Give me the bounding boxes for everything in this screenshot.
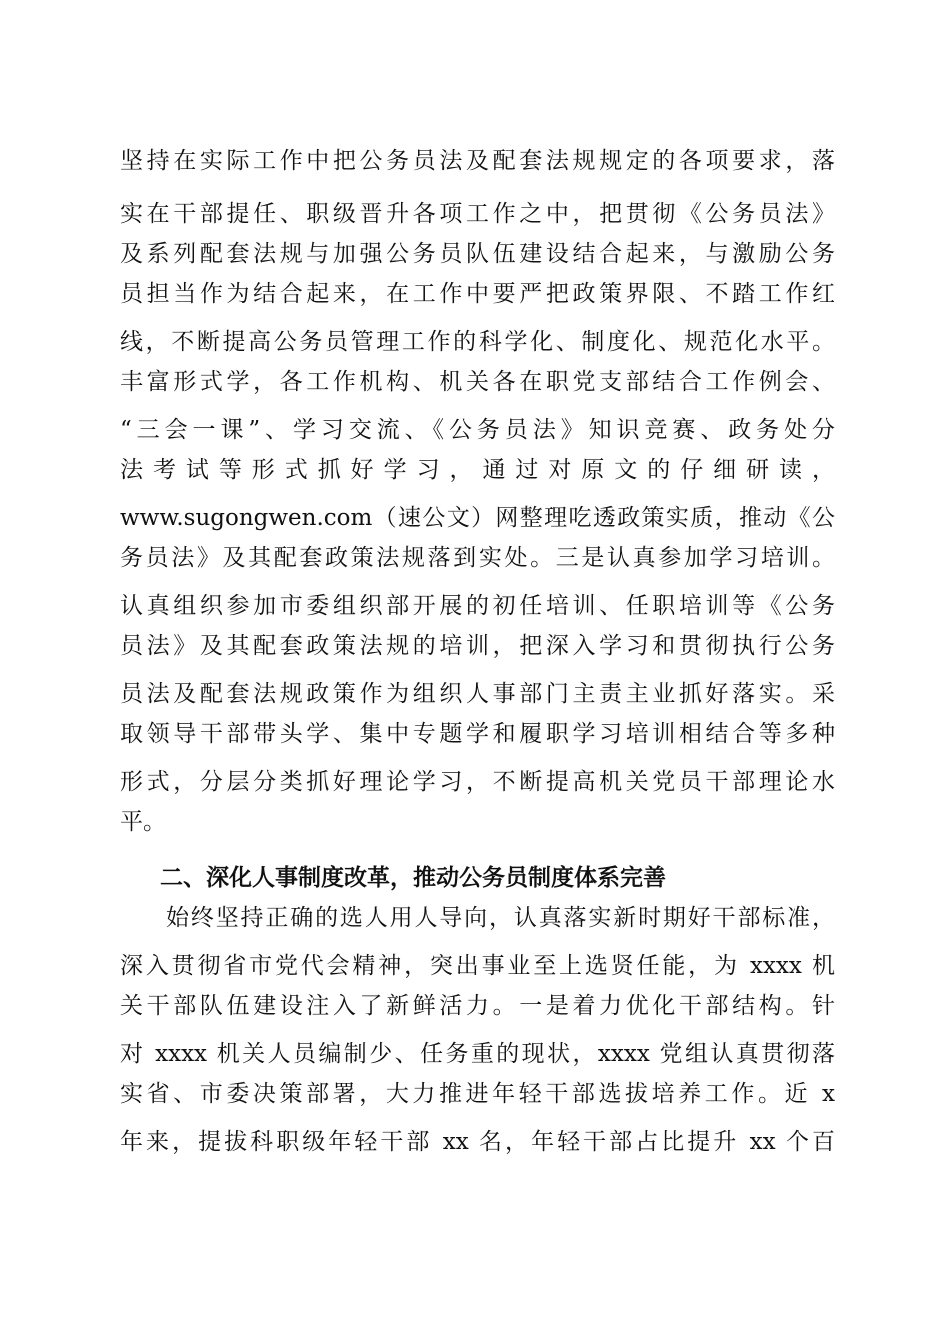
paragraph-line: 对 xxxx 机关人员编制少、任务重的现状，xxxx 党组认真贯彻落 [120, 1041, 835, 1067]
paragraph-line: 关干部队伍建设注入了新鲜活力。一是着力优化干部结构。针 [120, 993, 835, 1019]
paragraph-line: 深入贯彻省市党代会精神，突出事业至上选贤任能，为 xxxx 机 [120, 953, 835, 979]
paragraph-line: 实省、市委决策部署，大力推进年轻干部选拔培养工作。近 x [120, 1081, 835, 1107]
paragraph-line: 员法及配套法规政策作为组织人事部门主责主业抓好落实。采 [120, 681, 835, 707]
paragraph-line: 取领导干部带头学、集中专题学和履职学习培训相结合等多种 [120, 721, 835, 747]
paragraph-line: 平。 [120, 809, 166, 835]
paragraph-line: “三会一课”、学习交流、《公务员法》知识竞赛、政务处分 [120, 417, 835, 443]
paragraph-line: 认真组织参加市委组织部开展的初任培训、任职培训等《公务 [120, 593, 835, 619]
paragraph-line: 员担当作为结合起来，在工作中要严把政策界限、不踏工作红 [120, 281, 835, 307]
paragraph-line: 及系列配套法规与加强公务员队伍建设结合起来，与激励公务 [120, 241, 835, 267]
paragraph-line: 年来，提拔科职级年轻干部 xx 名，年轻干部占比提升 xx 个百 [120, 1129, 835, 1155]
section-heading: 二、深化人事制度改革，推动公务员制度体系完善 [160, 865, 666, 891]
paragraph-line: 坚持在实际工作中把公务员法及配套法规规定的各项要求，落 [120, 148, 835, 174]
paragraph-line: 实在干部提任、职级晋升各项工作之中，把贯彻《公务员法》 [120, 201, 835, 227]
paragraph-line: www.sugongwen.com（速公文）网整理吃透政策实质，推动《公 [120, 505, 835, 531]
paragraph-line: 始终坚持正确的选人用人导向，认真落实新时期好干部标准， [166, 905, 835, 931]
paragraph-line: 员法》及其配套政策法规的培训，把深入学习和贯彻执行公务 [120, 633, 835, 659]
paragraph-line: 丰富形式学，各工作机构、机关各在职党支部结合工作例会、 [120, 369, 835, 395]
paragraph-line: 线，不断提高公务员管理工作的科学化、制度化、规范化水平。 [120, 329, 835, 355]
paragraph-line: 务员法》及其配套政策法规落到实处。三是认真参加学习培训。 [120, 545, 835, 571]
paragraph-line: 形式，分层分类抓好理论学习，不断提高机关党员干部理论水 [120, 769, 835, 795]
paragraph-line: 法考试等形式抓好学习，通过对原文的仔细研读， [120, 457, 835, 483]
